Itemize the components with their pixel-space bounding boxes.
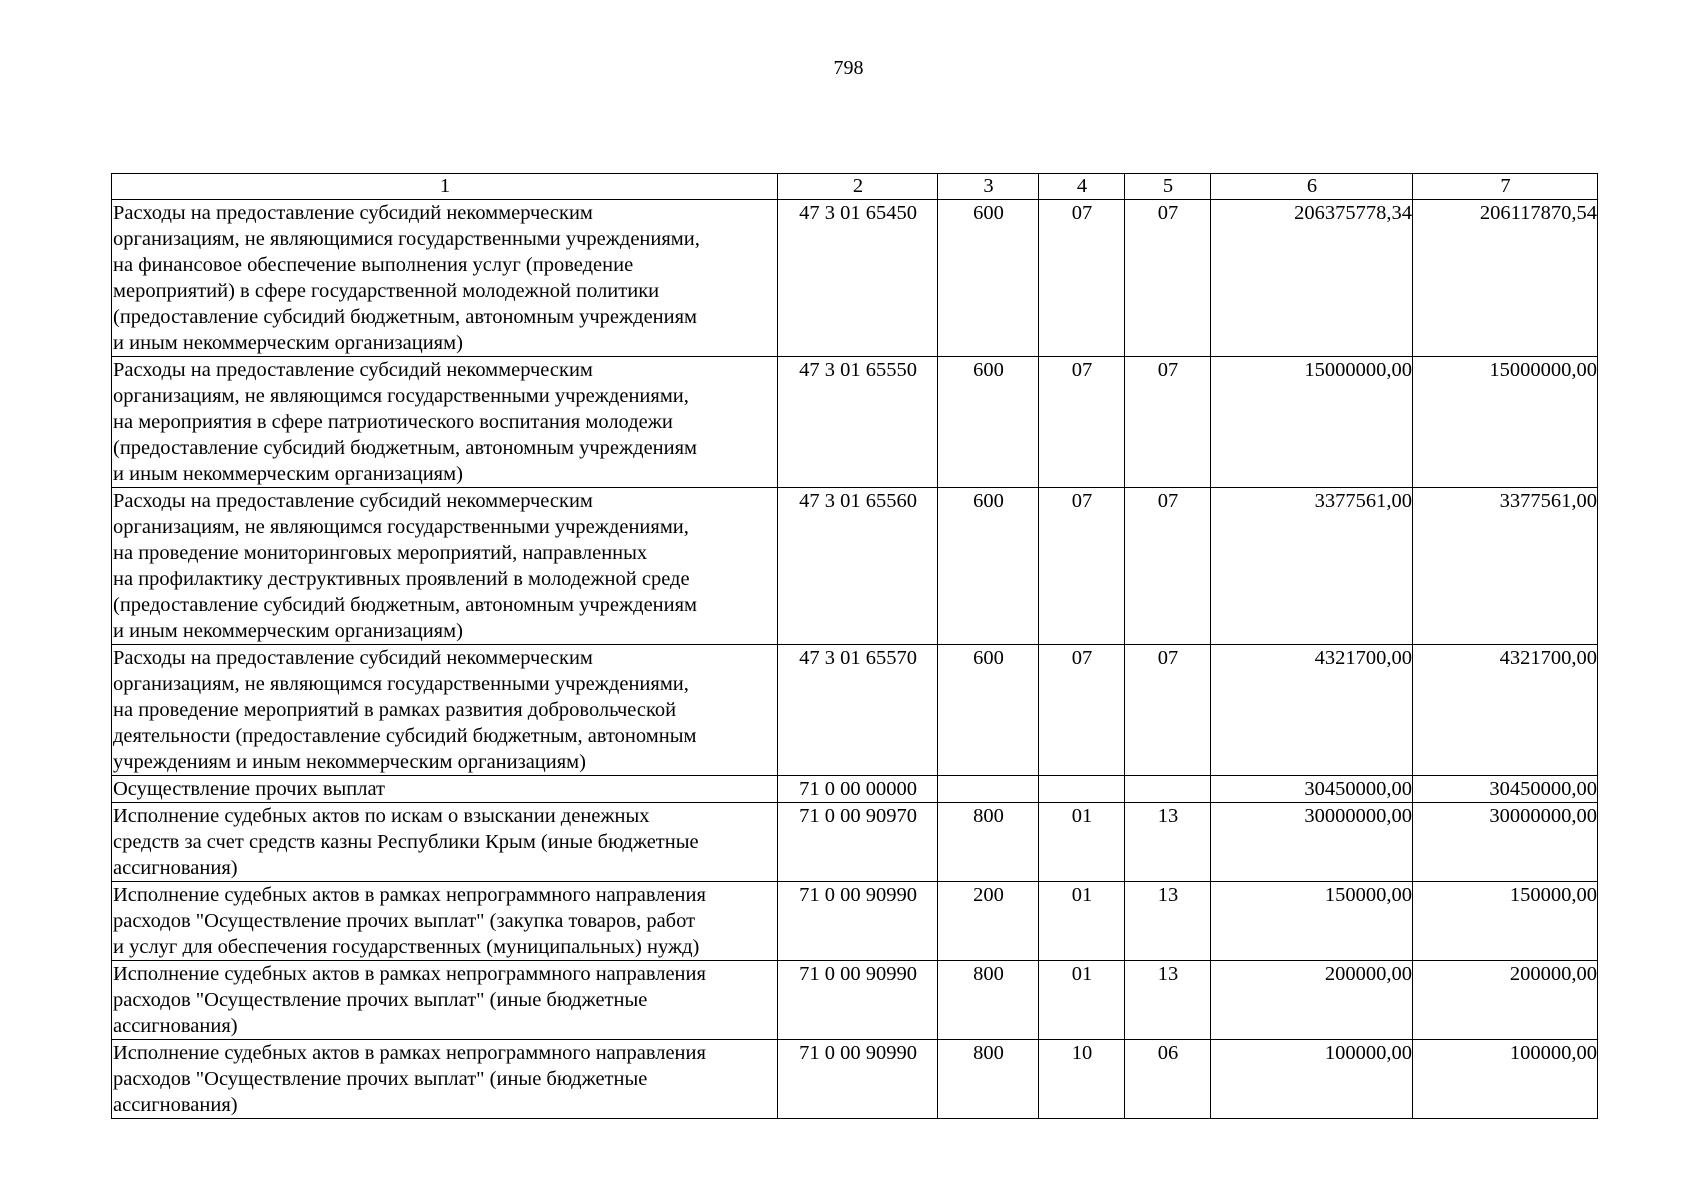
amount-col-6 bbox=[1211, 803, 1413, 882]
header-col-5: 5 bbox=[1125, 174, 1211, 200]
row-description bbox=[112, 357, 778, 488]
description-line: организациям, не являющимся государственными учреждениями, bbox=[113, 673, 689, 695]
description-line: на финансовое обеспечение выполнения услуг (проведение bbox=[113, 254, 634, 276]
section-code: 01 bbox=[1039, 882, 1125, 961]
amount-value: 150000,00 bbox=[1324, 884, 1412, 906]
expense-type-code bbox=[938, 776, 1039, 803]
header-col-6: 6 bbox=[1211, 174, 1413, 200]
amount-col-7 bbox=[1413, 200, 1598, 357]
target-article-code: 47 3 01 65570 bbox=[778, 645, 938, 776]
target-article-code: 47 3 01 65450 bbox=[778, 200, 938, 357]
description-line: ассигнования) bbox=[113, 1015, 238, 1037]
table-row bbox=[112, 803, 1598, 882]
description-line: Исполнение судебных актов по искам о взыскании денежных bbox=[113, 805, 650, 827]
section-code: 07 bbox=[1039, 488, 1125, 645]
section-code: 07 bbox=[1039, 200, 1125, 357]
amount-col-7 bbox=[1413, 1040, 1598, 1119]
target-article-code: 71 0 00 90970 bbox=[778, 803, 938, 882]
amount-value: 3377561,00 bbox=[1499, 490, 1597, 512]
header-col-2: 2 bbox=[778, 174, 938, 200]
description-line: Расходы на предоставление субсидий некоммерческим bbox=[113, 647, 593, 669]
expense-type-code: 600 bbox=[938, 200, 1039, 357]
description-line: и иным некоммерческим организациям) bbox=[113, 332, 463, 354]
table-row bbox=[112, 776, 1598, 803]
amount-value: 206375778,34 bbox=[1294, 202, 1412, 224]
description-line: Расходы на предоставление субсидий некоммерческим bbox=[113, 490, 593, 512]
header-col-3: 3 bbox=[938, 174, 1039, 200]
description-line: расходов "Осуществление прочих выплат" (закупка товаров, работ bbox=[113, 910, 696, 932]
amount-col-7 bbox=[1413, 961, 1598, 1040]
description-line: (предоставление субсидий бюджетным, автономным учреждениям bbox=[113, 306, 698, 328]
row-description bbox=[112, 1040, 778, 1119]
budget-table bbox=[111, 173, 1598, 1119]
description-line: расходов "Осуществление прочих выплат" (иные бюджетные bbox=[113, 1068, 648, 1090]
description-line: Исполнение судебных актов в рамках непрограммного направления bbox=[113, 884, 706, 906]
amount-col-7 bbox=[1413, 357, 1598, 488]
description-line: Расходы на предоставление субсидий некоммерческим bbox=[113, 202, 593, 224]
description-line: Исполнение судебных актов в рамках непрограммного направления bbox=[113, 963, 706, 985]
amount-value: 150000,00 bbox=[1509, 884, 1597, 906]
row-description bbox=[112, 776, 778, 803]
subsection-code: 13 bbox=[1125, 882, 1211, 961]
amount-value: 15000000,00 bbox=[1304, 359, 1412, 381]
target-article-code: 47 3 01 65560 bbox=[778, 488, 938, 645]
amount-col-6 bbox=[1211, 488, 1413, 645]
description-line: Расходы на предоставление субсидий некоммерческим bbox=[113, 359, 593, 381]
description-line: расходов "Осуществление прочих выплат" (иные бюджетные bbox=[113, 989, 648, 1011]
expense-type-code: 800 bbox=[938, 803, 1039, 882]
amount-value: 200000,00 bbox=[1509, 963, 1597, 985]
amount-value: 200000,00 bbox=[1324, 963, 1412, 985]
target-article-code: 71 0 00 90990 bbox=[778, 961, 938, 1040]
description-line: на проведение мероприятий в рамках развития добровольческой bbox=[113, 699, 677, 721]
description-line: деятельности (предоставление субсидий бюджетным, автономным bbox=[113, 725, 697, 747]
amount-col-6 bbox=[1211, 882, 1413, 961]
header-col-4: 4 bbox=[1039, 174, 1125, 200]
amount-col-7 bbox=[1413, 803, 1598, 882]
amount-value: 30000000,00 bbox=[1304, 805, 1412, 827]
target-article-code: 71 0 00 90990 bbox=[778, 882, 938, 961]
subsection-code: 07 bbox=[1125, 645, 1211, 776]
amount-col-7 bbox=[1413, 645, 1598, 776]
table-row bbox=[112, 1040, 1598, 1119]
page-number: 798 bbox=[833, 57, 864, 79]
amount-col-6 bbox=[1211, 200, 1413, 357]
amount-value: 100000,00 bbox=[1509, 1042, 1597, 1064]
description-line: организациям, не являющимся государственными учреждениями, bbox=[113, 516, 689, 538]
description-line: средств за счет средств казны Республики Крым (иные бюджетные bbox=[113, 831, 699, 853]
description-line: ассигнования) bbox=[113, 1094, 238, 1116]
amount-value: 100000,00 bbox=[1324, 1042, 1412, 1064]
row-description bbox=[112, 961, 778, 1040]
description-line: Осуществление прочих выплат bbox=[113, 778, 386, 800]
table-row bbox=[112, 200, 1598, 357]
section-code: 07 bbox=[1039, 357, 1125, 488]
amount-col-7 bbox=[1413, 776, 1598, 803]
row-description bbox=[112, 645, 778, 776]
description-line: и услуг для обеспечения государственных (муниципальных) нужд) bbox=[113, 936, 700, 958]
subsection-code: 06 bbox=[1125, 1040, 1211, 1119]
description-line: ассигнования) bbox=[113, 857, 238, 879]
amount-col-6 bbox=[1211, 961, 1413, 1040]
amount-value: 4321700,00 bbox=[1314, 647, 1412, 669]
subsection-code: 13 bbox=[1125, 803, 1211, 882]
description-line: Исполнение судебных актов в рамках непрограммного направления bbox=[113, 1042, 706, 1064]
description-line: (предоставление субсидий бюджетным, автономным учреждениям bbox=[113, 437, 698, 459]
description-line: учреждениям и иным некоммерческим организациям) bbox=[113, 751, 586, 773]
amount-col-7 bbox=[1413, 882, 1598, 961]
expense-type-code: 200 bbox=[938, 882, 1039, 961]
description-line: на профилактику деструктивных проявлений в молодежной среде bbox=[113, 568, 690, 590]
section-code bbox=[1039, 776, 1125, 803]
amount-col-6 bbox=[1211, 357, 1413, 488]
subsection-code: 07 bbox=[1125, 200, 1211, 357]
row-description bbox=[112, 803, 778, 882]
amount-value: 15000000,00 bbox=[1489, 359, 1597, 381]
header-col-1: 1 bbox=[112, 174, 778, 200]
amount-col-6 bbox=[1211, 645, 1413, 776]
amount-value: 30000000,00 bbox=[1489, 805, 1597, 827]
expense-type-code: 800 bbox=[938, 1040, 1039, 1119]
expense-type-code: 600 bbox=[938, 357, 1039, 488]
description-line: и иным некоммерческим организациям) bbox=[113, 620, 463, 642]
amount-value: 30450000,00 bbox=[1489, 778, 1597, 800]
table-row bbox=[112, 488, 1598, 645]
subsection-code: 07 bbox=[1125, 357, 1211, 488]
expense-type-code: 800 bbox=[938, 961, 1039, 1040]
header-row bbox=[112, 174, 1598, 200]
table-row bbox=[112, 882, 1598, 961]
section-code: 10 bbox=[1039, 1040, 1125, 1119]
row-description bbox=[112, 488, 778, 645]
target-article-code: 71 0 00 90990 bbox=[778, 1040, 938, 1119]
section-code: 01 bbox=[1039, 803, 1125, 882]
description-line: на мероприятия в сфере патриотического воспитания молодежи bbox=[113, 411, 673, 433]
section-code: 07 bbox=[1039, 645, 1125, 776]
amount-value: 206117870,54 bbox=[1479, 202, 1597, 224]
subsection-code: 07 bbox=[1125, 488, 1211, 645]
row-description bbox=[112, 200, 778, 357]
expense-type-code: 600 bbox=[938, 645, 1039, 776]
amount-col-6 bbox=[1211, 1040, 1413, 1119]
subsection-code: 13 bbox=[1125, 961, 1211, 1040]
section-code: 01 bbox=[1039, 961, 1125, 1040]
subsection-code bbox=[1125, 776, 1211, 803]
target-article-code: 47 3 01 65550 bbox=[778, 357, 938, 488]
table-row bbox=[112, 645, 1598, 776]
table-row bbox=[112, 961, 1598, 1040]
expense-type-code: 600 bbox=[938, 488, 1039, 645]
row-description bbox=[112, 882, 778, 961]
header-col-7: 7 bbox=[1413, 174, 1598, 200]
amount-value: 3377561,00 bbox=[1314, 490, 1412, 512]
description-line: организациям, не являющимися государственными учреждениями, bbox=[113, 228, 700, 250]
description-line: (предоставление субсидий бюджетным, автономным учреждениям bbox=[113, 594, 698, 616]
description-line: на проведение мониторинговых мероприятий, направленных bbox=[113, 542, 648, 564]
amount-value: 30450000,00 bbox=[1304, 778, 1412, 800]
target-article-code: 71 0 00 00000 bbox=[778, 776, 938, 803]
amount-col-7 bbox=[1413, 488, 1598, 645]
description-line: мероприятий) в сфере государственной молодежной политики bbox=[113, 280, 660, 302]
amount-col-6 bbox=[1211, 776, 1413, 803]
amount-value: 4321700,00 bbox=[1499, 647, 1597, 669]
table-row bbox=[112, 357, 1598, 488]
description-line: организациям, не являющимся государственными учреждениями, bbox=[113, 385, 689, 407]
description-line: и иным некоммерческим организациям) bbox=[113, 463, 463, 485]
